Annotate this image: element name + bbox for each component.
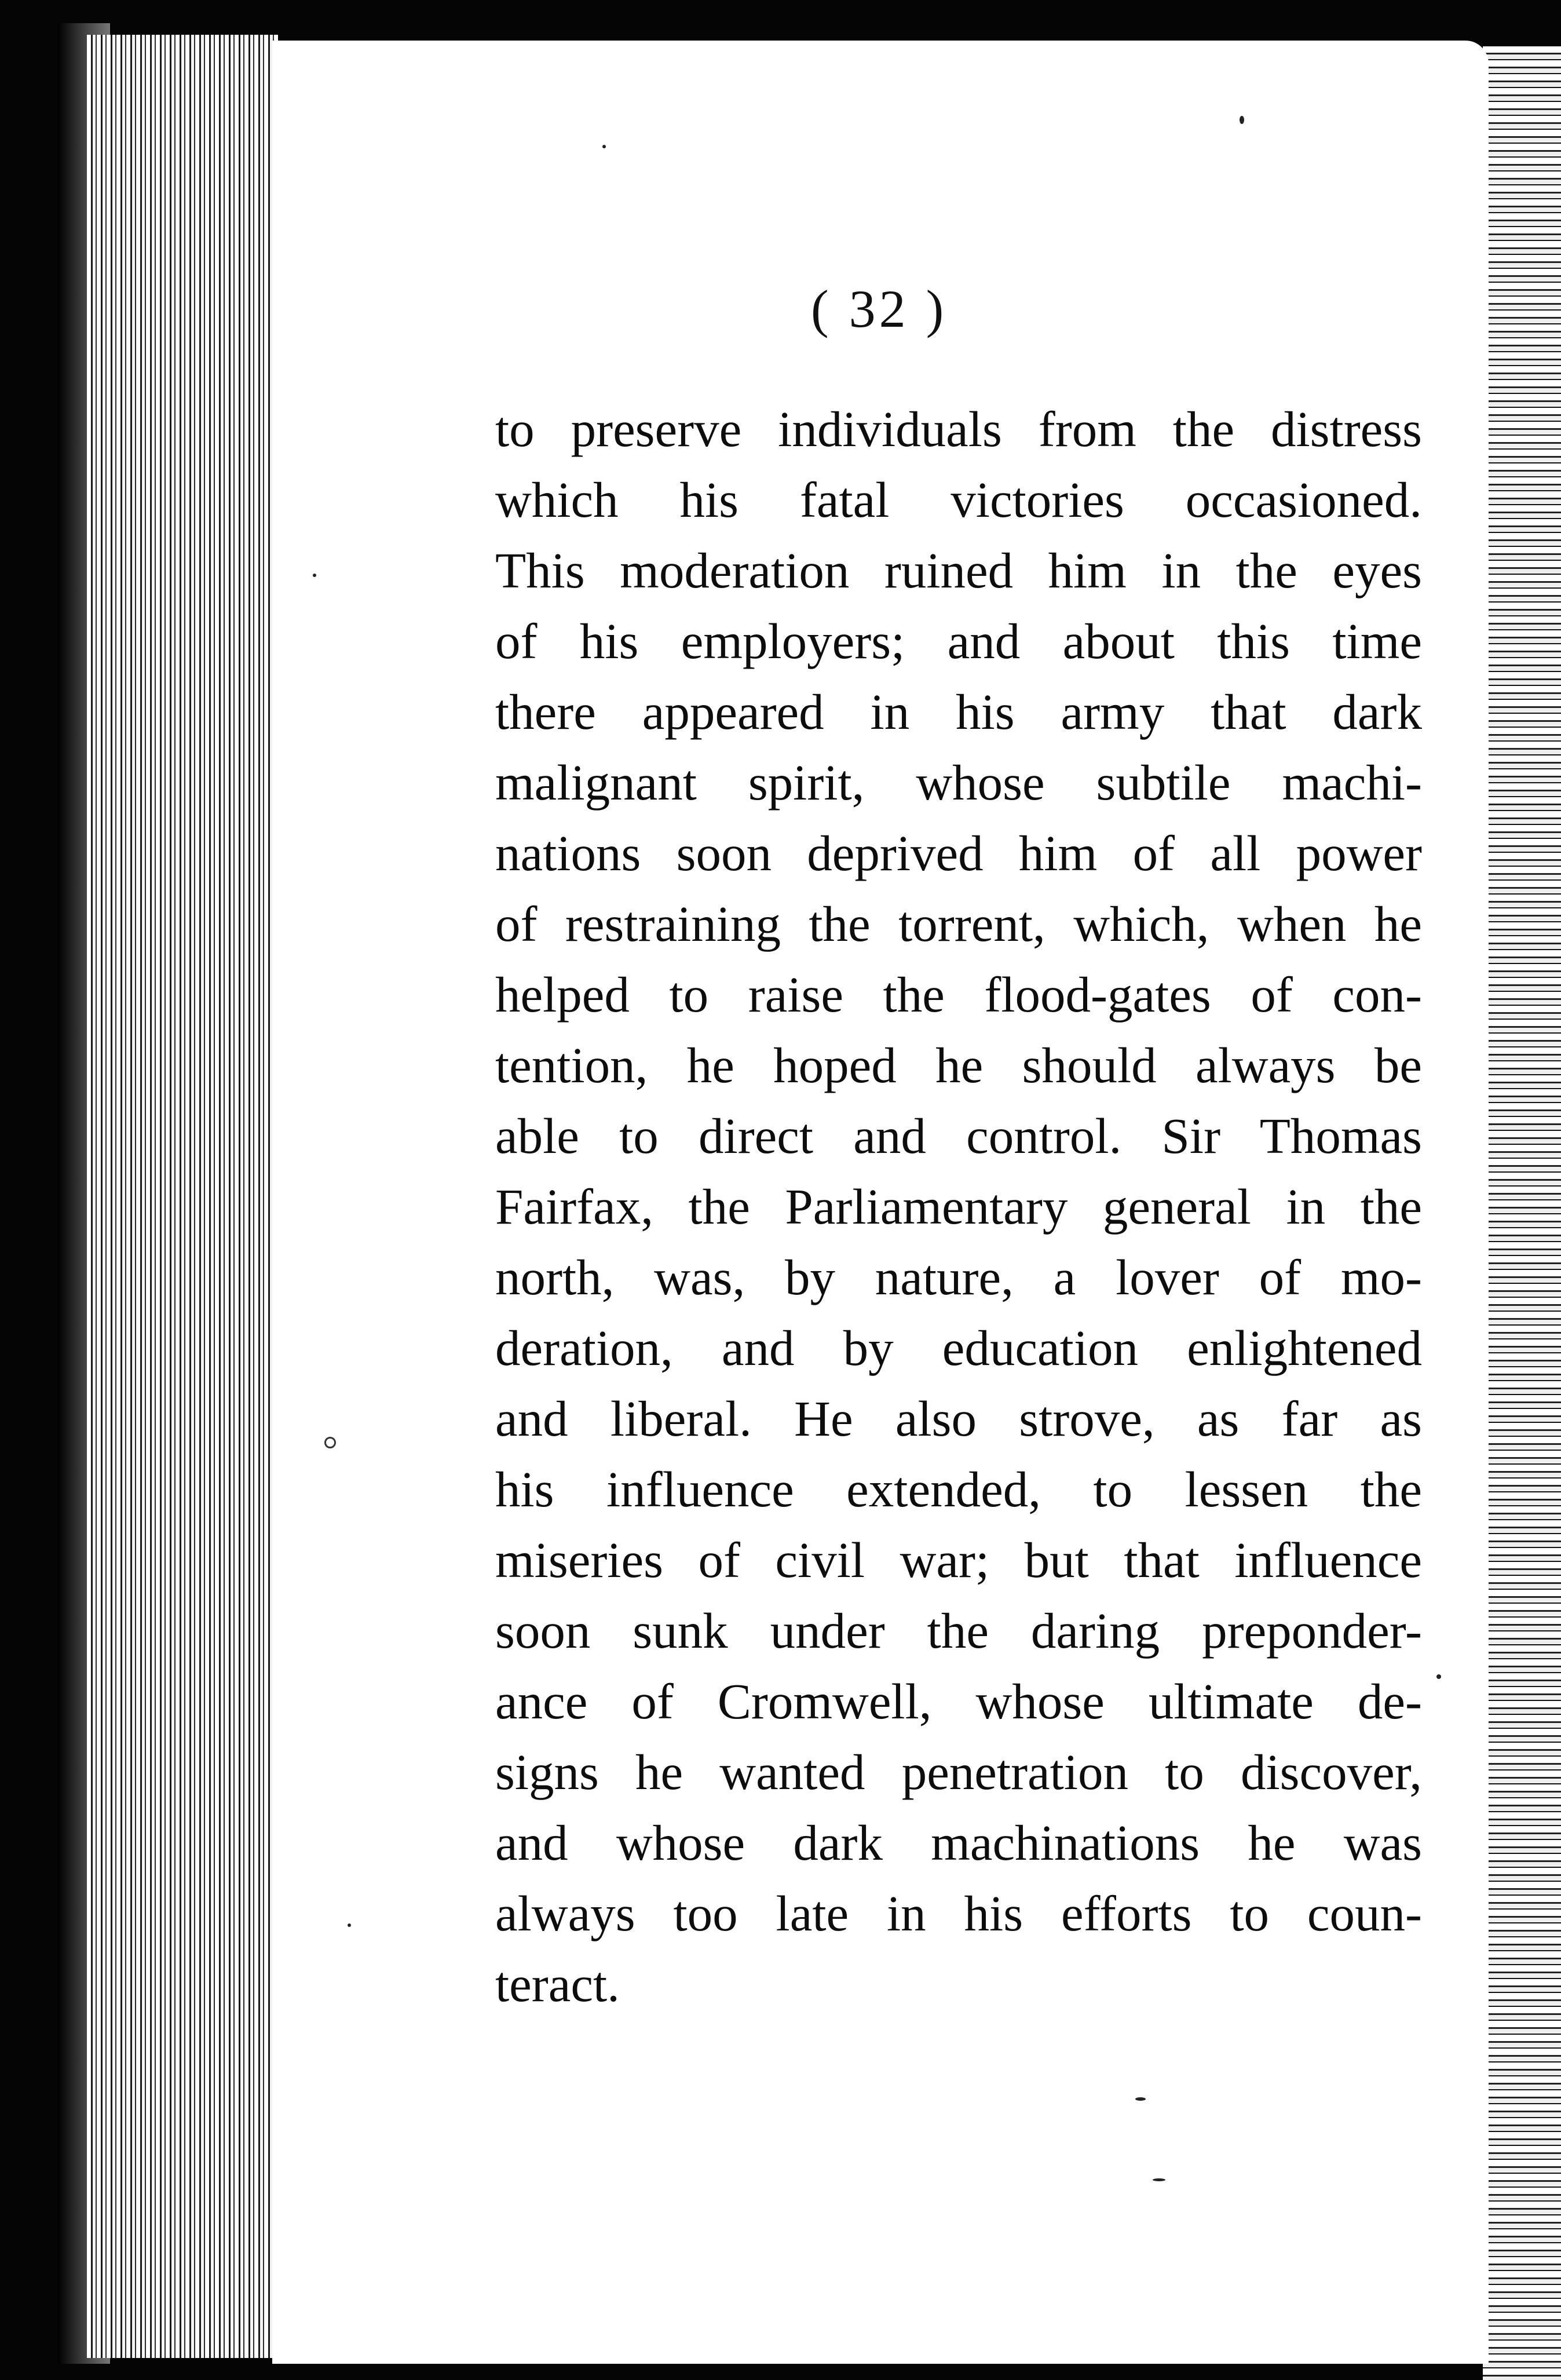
text-line: able to direct and control. Sir Thomas <box>495 1108 1422 1164</box>
page-number: ( 32 ) <box>811 279 948 338</box>
scan-speck <box>1240 116 1244 124</box>
text-line: and liberal. He also strove, as far as <box>495 1390 1422 1447</box>
text-line: miseries of civil war; but that influence <box>495 1532 1422 1588</box>
text-line: and whose dark machinations he was <box>495 1815 1422 1871</box>
text-line: which his fatal victories occasioned. <box>495 472 1422 528</box>
scan-speck <box>1153 2178 1165 2181</box>
page-edges-left <box>87 35 278 2358</box>
text-line: there appeared in his army that dark <box>495 684 1422 740</box>
scan-speck <box>1436 1674 1441 1679</box>
page-edges-right <box>1483 46 1561 2380</box>
text-line: soon sunk under the daring preponder- <box>495 1603 1422 1659</box>
scan-speck <box>348 1923 351 1927</box>
text-line: ance of Cromwell, whose ultimate de- <box>495 1673 1422 1729</box>
text-line: north, was, by nature, a lover of mo- <box>495 1249 1422 1305</box>
text-line: deration, and by education enlightened <box>495 1320 1422 1376</box>
text-line: nations soon deprived him of all power <box>495 825 1422 881</box>
text-line: tention, he hoped he should always be <box>495 1037 1422 1093</box>
text-line: teract. <box>495 1956 620 2012</box>
text-line: of his employers; and about this time <box>495 613 1422 669</box>
body-text <box>495 394 1422 2020</box>
text-line: malignant spirit, whose subtile machi- <box>495 754 1422 811</box>
text-line: signs he wanted penetration to discover, <box>495 1744 1422 1800</box>
text-line: to preserve individuals from the distress <box>495 401 1422 457</box>
text-line: of restraining the torrent, which, when he <box>495 896 1422 952</box>
scan-speck <box>602 145 606 148</box>
scan-speck <box>1135 2097 1146 2101</box>
text-line: helped to raise the flood-gates of con- <box>495 966 1422 1023</box>
scan-speck <box>313 574 316 577</box>
scan-speck <box>324 1437 336 1448</box>
text-line: Fairfax, the Parliamentary general in the <box>495 1178 1422 1235</box>
text-line: This moderation ruined him in the eyes <box>495 542 1422 598</box>
text-line: always too late in his efforts to coun- <box>495 1885 1422 1941</box>
text-line: his influence extended, to lessen the <box>495 1461 1422 1517</box>
